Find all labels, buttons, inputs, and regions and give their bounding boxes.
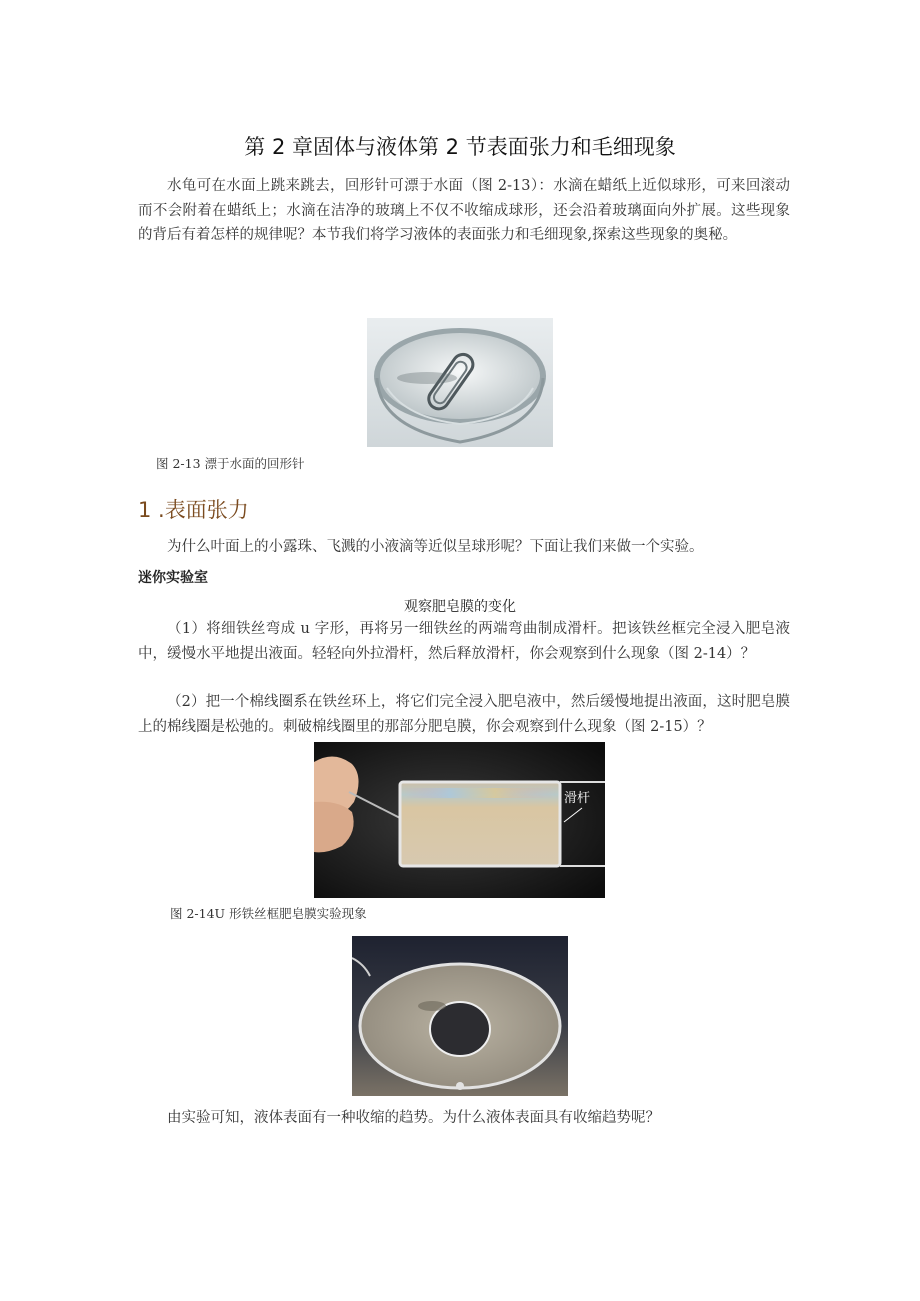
page-title: 第 2 章固体与液体第 2 节表面张力和毛细现象 xyxy=(244,135,676,159)
figure-ring-photo xyxy=(352,936,568,1096)
figure-u-frame-photo xyxy=(314,742,605,898)
figure-paperclip-photo xyxy=(367,318,553,447)
experiment-step-1: （1）将细铁丝弯成 u 字形，再将另一细铁丝的两端弯曲制成滑杆。把该铁丝框完全浸入肥皂液中，缓慢水平地提出液面。轻轻向外拉滑杆，然后释放滑杆，你会观察到什么现象（图 2-14）？ xyxy=(138,621,790,662)
figure-2-13-caption: 图 2-13 漂于水面的回形针 xyxy=(156,456,305,471)
experiment-step-2: （2）把一个棉线圈系在铁丝环上，将它们完全浸入肥皂液中，然后缓慢地提出液面，这时肥皂膜上的棉线圈是松弛的。刺破棉线圈里的那部分肥皂膜，你会观察到什么现象（图 2-15）？ xyxy=(138,694,790,735)
conclusion-paragraph: 由实验可知，液体表面有一种收缩的趋势。为什么液体表面具有收缩趋势呢？ xyxy=(167,1110,660,1126)
intro-paragraph: 水龟可在水面上跳来跳去，回形针可漂于水面（图 2-13）：水滴在蜡纸上近似球形，可来回滚动而不会附着在蜡纸上；水滴在洁净的玻璃上不仅不收缩成球形，还会沿着玻璃面向外扩展。这些现象的背后有着怎样的规律呢？本节我们将学习液体的表面张力和毛细现象,探索这些现象的奥秘。 xyxy=(138,178,790,243)
experiment-title: 观察肥皂膜的变化 xyxy=(404,599,516,615)
slider-label: 滑杆 xyxy=(564,791,591,806)
section-paragraph: 为什么叶面上的小露珠、飞溅的小液滴等近似呈球形呢？下面让我们来做一个实验。 xyxy=(167,539,704,555)
mini-lab-label: 迷你实验室 xyxy=(138,570,208,586)
figure-2-14-caption: 图 2-14U 形铁丝框肥皂膜实验现象 xyxy=(170,906,367,921)
section-heading-surface-tension: 1 .表面张力 xyxy=(138,498,249,522)
